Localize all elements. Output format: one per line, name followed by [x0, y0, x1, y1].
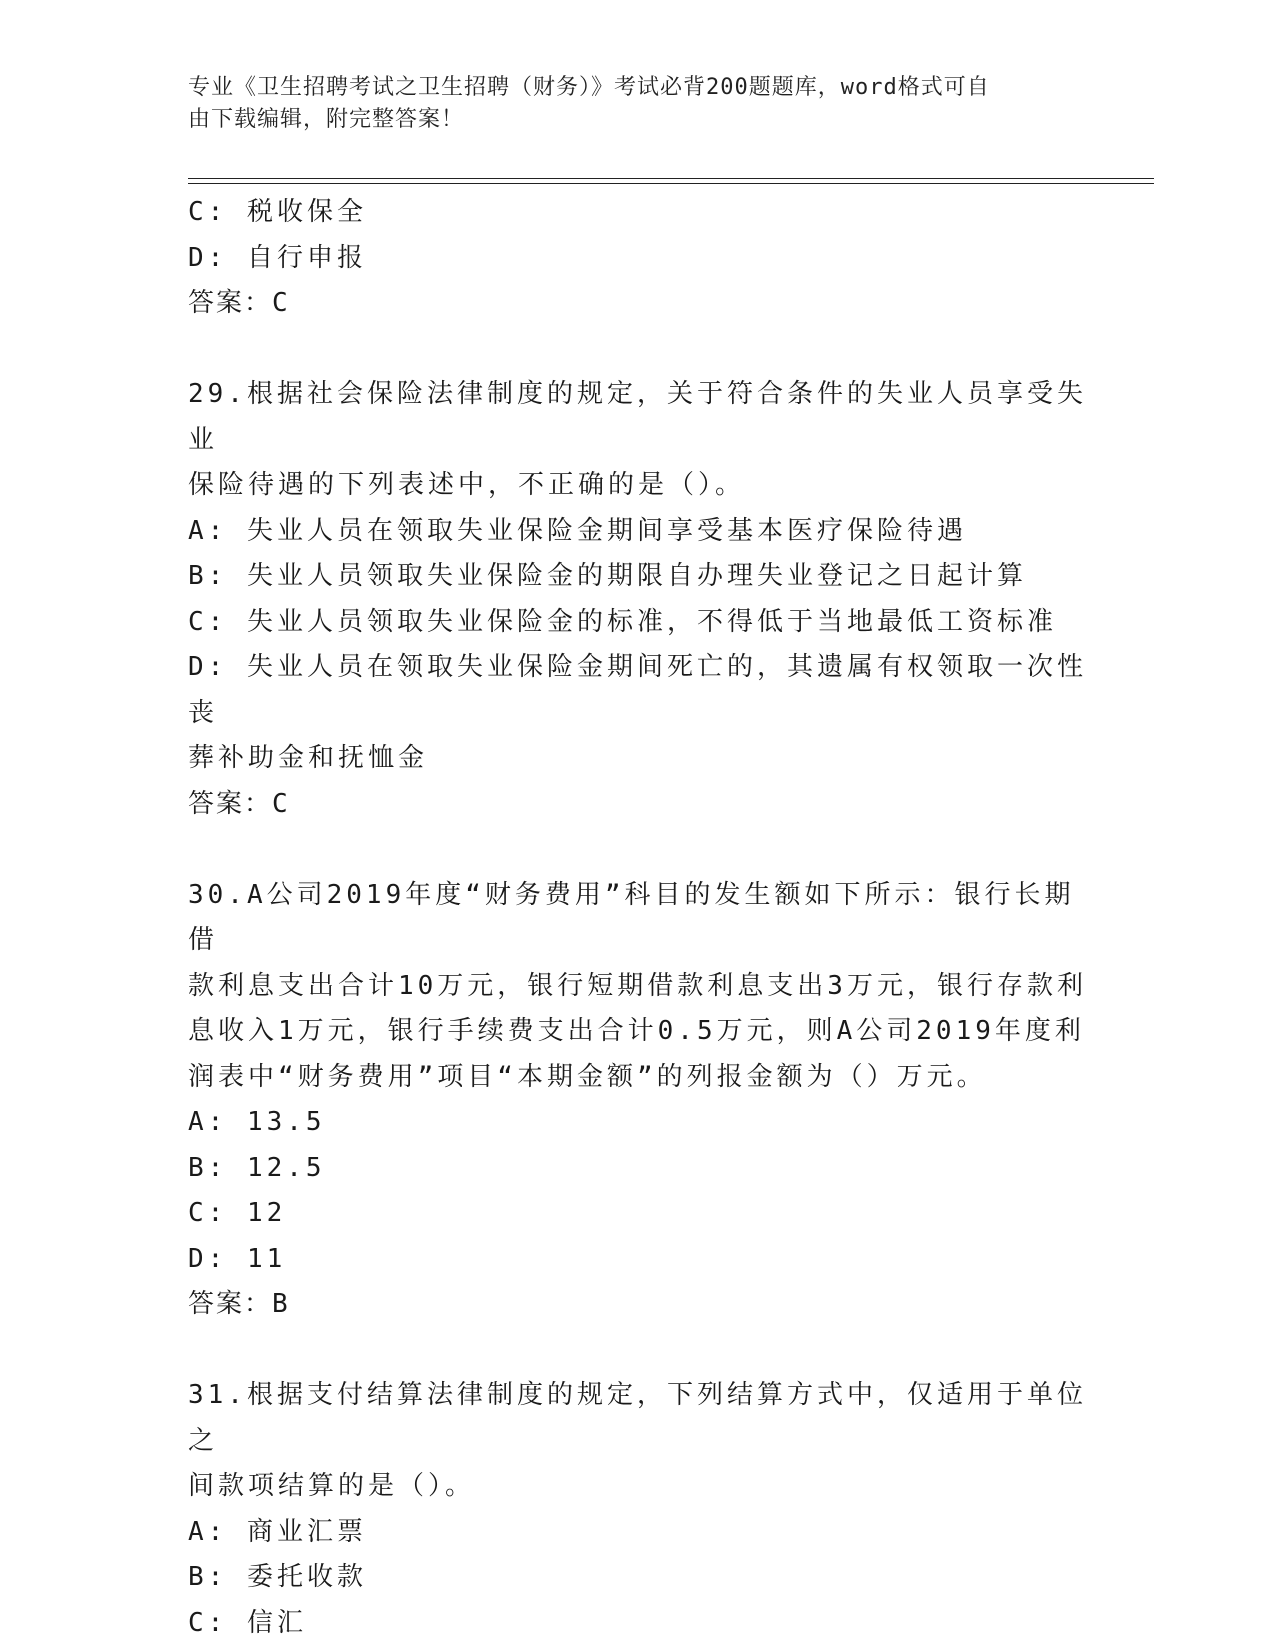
answer-line: 答案：C	[188, 288, 290, 318]
spacer	[188, 827, 1088, 873]
document-header	[188, 72, 1068, 136]
header-line-2: 由下载编辑，附完整答案！	[188, 107, 465, 132]
question-30	[188, 873, 1088, 1328]
question-stem-line: 款利息支出合计10万元，银行短期借款利息支出3万元，银行存款利	[188, 970, 1087, 1001]
option-c: C: 信汇	[188, 1607, 307, 1638]
option-b: B: 委托收款	[188, 1562, 367, 1592]
option-a: A: 商业汇票	[188, 1516, 367, 1547]
spacer	[188, 327, 1088, 373]
option-d: D: 自行申报	[188, 242, 367, 273]
question-stem-line: 30.A公司2019年度“财务费用”科目的发生额如下所示：银行长期借	[188, 879, 1075, 955]
option-b: B: 失业人员领取失业保险金的期限自办理失业登记之日起计算	[188, 561, 1027, 591]
question-stem-line: 间款项结算的是（）。	[188, 1471, 476, 1501]
option-a: A: 失业人员在领取失业保险金期间享受基本医疗保险待遇	[188, 515, 967, 546]
option-d: D: 失业人员在领取失业保险金期间死亡的，其遗属有权领取一次性丧	[188, 652, 1087, 728]
spacer	[188, 1328, 1088, 1374]
question-stem-line: 息收入1万元，银行手续费支出合计0.5万元，则A公司2019年度利	[188, 1016, 1085, 1046]
question-stem-line: 保险待遇的下列表述中，不正确的是（）。	[188, 470, 746, 500]
header-divider-top	[188, 178, 1154, 179]
answer-line: 答案：C	[188, 788, 290, 819]
question-stem-line: 润表中“财务费用”项目“本期金额”的列报金额为（）万元。	[188, 1061, 987, 1092]
question-29	[188, 372, 1088, 827]
question-31	[188, 1373, 1088, 1646]
option-d: D: 11	[188, 1243, 287, 1274]
option-c: C: 失业人员领取失业保险金的标准，不得低于当地最低工资标准	[188, 606, 1057, 637]
option-c: C: 12	[188, 1198, 287, 1228]
question-stem-line: 31.根据支付结算法律制度的规定，下列结算方式中，仅适用于单位之	[188, 1380, 1087, 1456]
option-d-continued: 葬补助金和抚恤金	[188, 743, 429, 773]
option-c: C: 税收保全	[188, 197, 367, 227]
question-28-tail	[188, 190, 1088, 327]
header-divider-bottom	[188, 183, 1154, 184]
question-list	[188, 190, 1088, 1646]
question-stem-line: 29.根据社会保险法律制度的规定，关于符合条件的失业人员享受失业	[188, 379, 1087, 455]
header-line-1: 专业《卫生招聘考试之卫生招聘（财务）》考试必背200题题库，word格式可自	[188, 75, 990, 100]
option-b: B: 12.5	[188, 1152, 326, 1183]
option-a: A: 13.5	[188, 1107, 326, 1137]
answer-line: 答案：B	[188, 1289, 290, 1319]
